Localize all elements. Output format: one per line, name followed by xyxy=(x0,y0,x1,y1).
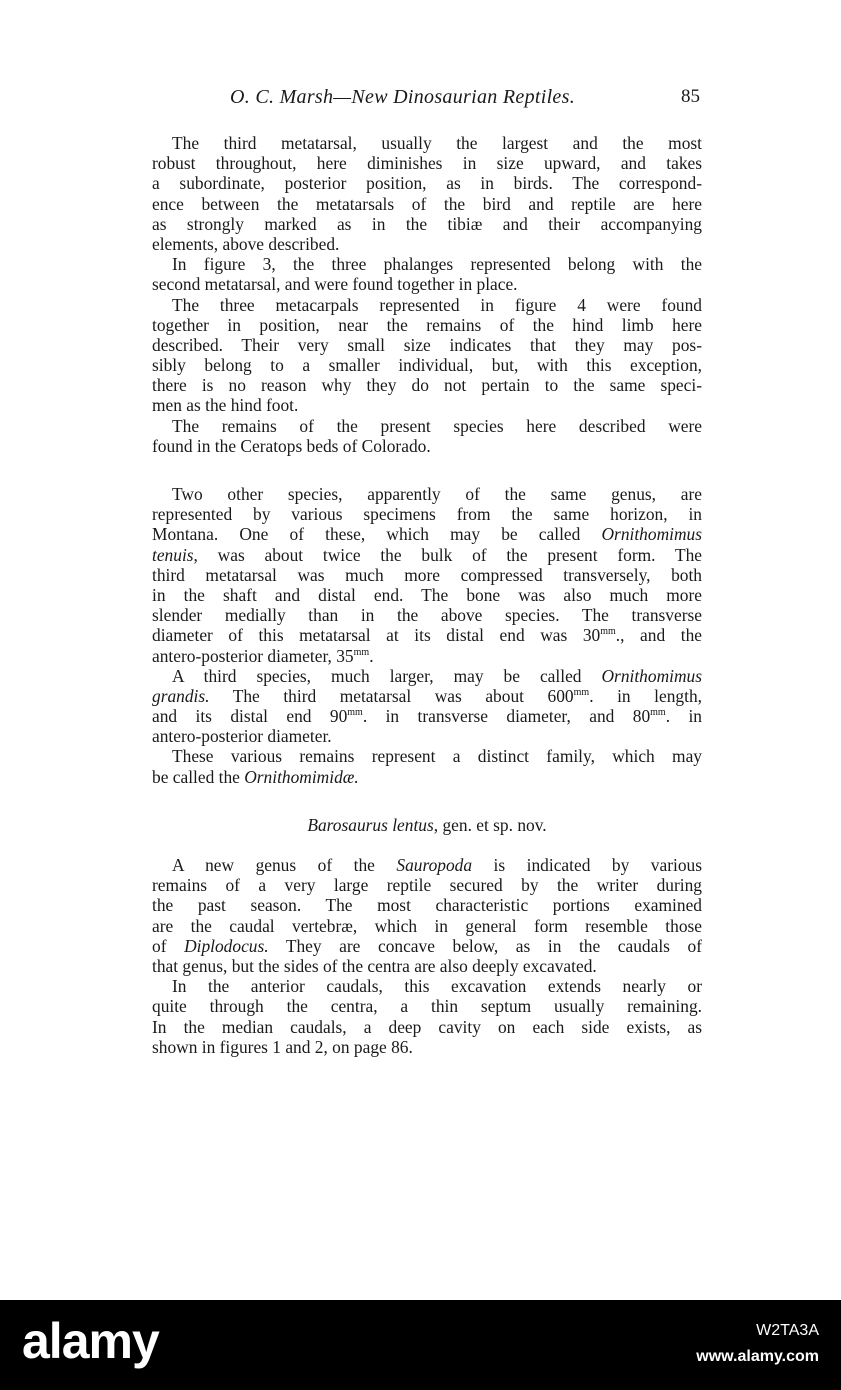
italic-term: Diplodocus. xyxy=(184,935,269,956)
text-line xyxy=(152,375,702,395)
text-run: The third metatarsal, usually the largest and the most xyxy=(172,133,702,153)
text-line xyxy=(152,625,702,645)
text-line xyxy=(152,335,702,355)
text-line xyxy=(152,295,702,315)
italic-term: Ornithomimus xyxy=(601,524,702,545)
paragraph xyxy=(152,484,702,666)
text-line xyxy=(152,1017,702,1037)
text-run: described. Their very small size indicates that they may pos- xyxy=(152,334,702,355)
text-run: shown in figures 1 and 2, on page 86. xyxy=(152,1036,413,1057)
running-title: O. C. Marsh—New Dinosaurian Reptiles. xyxy=(230,86,575,108)
text-line xyxy=(152,173,702,193)
text-run: ., and the xyxy=(615,625,702,646)
text-run: be called the xyxy=(152,766,245,787)
italic-term: Ornithomimus xyxy=(601,665,702,686)
text-run: a subordinate, posterior position, as in birds. The correspond- xyxy=(152,173,702,194)
text-run: slender medially than in the above species. The transverse xyxy=(152,605,702,626)
text-line xyxy=(152,767,702,787)
text-line xyxy=(152,996,702,1016)
text-run: the past season. The most characteristic portions examined xyxy=(152,895,702,916)
paragraph xyxy=(152,295,702,416)
text-run: . in xyxy=(665,706,702,727)
italic-term: Sauropoda xyxy=(396,855,473,876)
text-line xyxy=(152,605,702,625)
text-line xyxy=(152,504,702,524)
text-run: diameter of this metatarsal at its distal end was 30 xyxy=(152,625,601,646)
text-run: ence between the metatarsals of the bird and reptile are here xyxy=(152,193,702,214)
text-line xyxy=(152,646,702,666)
text-run: third metatarsal was much more compressed transversely, both xyxy=(152,564,702,585)
unit-superscript: mm xyxy=(600,626,616,638)
text-line xyxy=(152,545,702,565)
text-line xyxy=(152,585,702,605)
text-line xyxy=(152,746,702,766)
genus-species-name: Barosaurus lentus xyxy=(307,814,434,835)
text-run: in the shaft and distal end. The bone was also much more xyxy=(152,584,702,605)
text-line xyxy=(152,726,702,746)
text-run: In the median caudals, a deep cavity on each side exists, as xyxy=(152,1016,702,1037)
text-run: . in transverse diameter, and 80 xyxy=(362,706,651,727)
unit-superscript: mm xyxy=(347,707,363,719)
text-line xyxy=(152,153,702,173)
text-run: In figure 3, the three phalanges represented belong with the xyxy=(172,254,702,275)
text-line xyxy=(152,956,702,976)
text-run: They are concave below, as in the caudals of xyxy=(268,935,702,956)
paragraph xyxy=(152,666,702,747)
text-line xyxy=(152,214,702,234)
unit-superscript: mm xyxy=(573,686,590,698)
text-line xyxy=(152,916,702,936)
text-run: antero-posterior diameter. xyxy=(152,726,332,747)
section-heading xyxy=(152,815,702,835)
text-line xyxy=(152,254,702,274)
paragraph xyxy=(152,254,702,294)
text-line xyxy=(152,855,702,875)
text-section xyxy=(152,815,702,1057)
text-line xyxy=(152,875,702,895)
text-run: A third species, much larger, may be called xyxy=(172,665,602,686)
text-run: quite through the centra, a thin septum usually remaining. xyxy=(152,996,702,1017)
image-id: W2TA3A xyxy=(756,1322,819,1339)
text-line xyxy=(152,1037,702,1057)
text-run: Montana. One of these, which may be called xyxy=(152,524,602,545)
page-number: 85 xyxy=(681,86,700,107)
paragraph xyxy=(152,855,702,976)
text-run: as strongly marked as in the tibiæ and their accompanying xyxy=(152,213,702,234)
italic-term: tenuis xyxy=(152,544,194,565)
paragraph xyxy=(152,416,702,456)
text-run: are the caudal vertebræ, which in general form resemble those xyxy=(152,915,702,936)
text-line xyxy=(152,666,702,686)
text-line xyxy=(152,976,702,996)
text-run: . xyxy=(369,645,374,666)
text-line xyxy=(152,315,702,335)
text-run: A new genus of the xyxy=(172,855,397,876)
text-run: The third metatarsal was about 600 xyxy=(209,685,574,706)
text-line xyxy=(152,355,702,375)
body-text xyxy=(152,133,702,1057)
text-section xyxy=(152,133,702,456)
text-line xyxy=(152,133,702,153)
text-line xyxy=(152,565,702,585)
paragraph xyxy=(152,133,702,254)
text-run: elements, above described. xyxy=(152,233,340,254)
text-run: represented by various specimens from the same horizon, in xyxy=(152,504,702,525)
unit-superscript: mm xyxy=(353,646,370,658)
page-header xyxy=(152,86,702,112)
text-run: is indicated by various xyxy=(472,855,702,876)
text-run: men as the hind foot. xyxy=(152,395,299,416)
text-run: . in length, xyxy=(589,685,702,706)
text-line xyxy=(152,234,702,254)
text-line xyxy=(152,416,702,436)
text-run: that genus, but the sides of the centra are also deeply excavated. xyxy=(152,955,597,976)
text-line xyxy=(152,274,702,294)
alamy-logo: alamy xyxy=(22,1313,159,1369)
text-line xyxy=(152,895,702,915)
text-run: In the anterior caudals, this excavation extends nearly or xyxy=(172,976,702,997)
watermark-bar xyxy=(0,1300,841,1390)
paragraph xyxy=(152,746,702,786)
text-line xyxy=(152,395,702,415)
site-url: www.alamy.com xyxy=(696,1348,819,1365)
text-run: found in the Ceratops beds of Colorado. xyxy=(152,435,431,456)
text-run: and its distal end 90 xyxy=(152,706,348,727)
text-run: second metatarsal, and were found together in place. xyxy=(152,274,518,295)
italic-term: grandis. xyxy=(152,685,210,706)
text-line xyxy=(152,686,702,706)
text-run: These various remains represent a distinct family, which may xyxy=(172,746,702,767)
text-run: there is no reason why they do not pertain to the same speci- xyxy=(152,375,702,396)
text-run: together in position, near the remains of the hind limb here xyxy=(152,314,702,335)
text-line xyxy=(152,706,702,726)
text-line xyxy=(152,936,702,956)
text-run: robust throughout, here diminishes in size upward, and takes xyxy=(152,153,702,174)
text-run: The remains of the present species here described were xyxy=(172,415,702,436)
text-run: The three metacarpals represented in figure 4 were found xyxy=(172,294,702,315)
text-run: antero-posterior diameter, 35 xyxy=(152,645,354,666)
text-run: Two other species, apparently of the same genus, are xyxy=(172,484,702,504)
unit-superscript: mm xyxy=(650,707,666,719)
text-line xyxy=(152,436,702,456)
text-section xyxy=(152,484,702,787)
text-run: sibly belong to a smaller individual, but, with this exception, xyxy=(152,355,702,376)
italic-term: Ornithomimidæ. xyxy=(244,766,359,787)
heading-suffix: , gen. et sp. nov. xyxy=(433,814,547,835)
text-line xyxy=(152,194,702,214)
text-line xyxy=(152,484,702,504)
text-run: of xyxy=(152,935,185,956)
text-run: remains of a very large reptile secured by the writer during xyxy=(152,875,702,896)
paragraph xyxy=(152,976,702,1057)
text-run: , was about twice the bulk of the present form. The xyxy=(193,544,702,565)
text-line xyxy=(152,524,702,544)
